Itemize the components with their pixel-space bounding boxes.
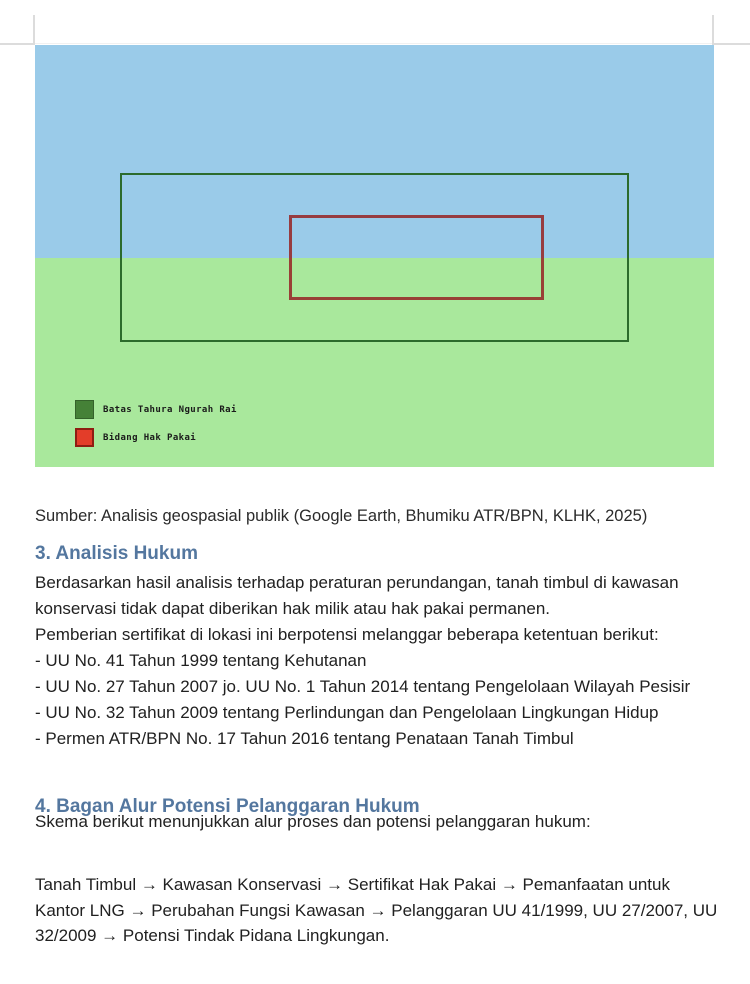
section-3-heading: 3. Analisis Hukum — [35, 542, 198, 564]
legend-item-hak-pakai — [75, 427, 237, 448]
hak-pakai-parcel-rect — [289, 215, 544, 300]
legend-label-hak-pakai: Bidang Hak Pakai — [103, 432, 197, 443]
map-figure — [35, 45, 714, 467]
legend-swatch-green — [75, 400, 94, 419]
paragraph-line: Pemberian sertifikat di lokasi ini berpotensi melanggar beberapa ketentuan berikut: — [35, 625, 659, 644]
flow-diagram-paragraph — [35, 872, 727, 949]
flow-intro-line: Skema berikut menunjukkan alur proses dan potensi pelanggaran hukum: — [35, 812, 591, 831]
legend-item-tahura — [75, 399, 237, 420]
section-4-heading: 4. Bagan Alur Potensi Pelanggaran Hukum — [35, 795, 420, 817]
paragraph-line: Berdasarkan hasil analisis terhadap peraturan perundangan, tanah timbul di kawasan — [35, 573, 679, 592]
page-edge-bottom-left — [0, 43, 35, 45]
figure-caption: Sumber: Analisis geospasial publik (Google Earth, Bhumiku ATR/BPN, KLHK, 2025) — [35, 506, 648, 525]
legal-analysis-paragraph — [35, 570, 727, 752]
legend-label-tahura: Batas Tahura Ngurah Rai — [103, 404, 237, 415]
law-list-item: - Permen ATR/BPN No. 17 Tahun 2016 tentang Penataan Tanah Timbul — [35, 729, 574, 748]
law-list-item: - UU No. 27 Tahun 2007 jo. UU No. 1 Tahun 2014 tentang Pengelolaan Wilayah Pesisir — [35, 677, 691, 696]
page-edge-left — [33, 15, 35, 45]
legend-swatch-red — [75, 428, 94, 447]
page-edge-bottom-right — [713, 43, 750, 45]
flow-line: 32/2009 → Potensi Tindak Pidana Lingkungan. — [35, 926, 390, 945]
map-legend — [75, 399, 237, 455]
page-edge-right — [712, 15, 714, 45]
law-list-item: - UU No. 32 Tahun 2009 tentang Perlindungan dan Pengelolaan Lingkungan Hidup — [35, 703, 659, 722]
paragraph-line: konservasi tidak dapat diberikan hak milik atau hak pakai permanen. — [35, 599, 551, 618]
flow-line: Tanah Timbul → Kawasan Konservasi → Sertifikat Hak Pakai → Pemanfaatan untuk — [35, 875, 670, 894]
page-gap-line — [0, 43, 750, 44]
law-list-item: - UU No. 41 Tahun 1999 tentang Kehutanan — [35, 651, 367, 670]
flow-line: Kantor LNG → Perubahan Fungsi Kawasan → Pelanggaran UU 41/1999, UU 27/2007, UU — [35, 900, 718, 920]
